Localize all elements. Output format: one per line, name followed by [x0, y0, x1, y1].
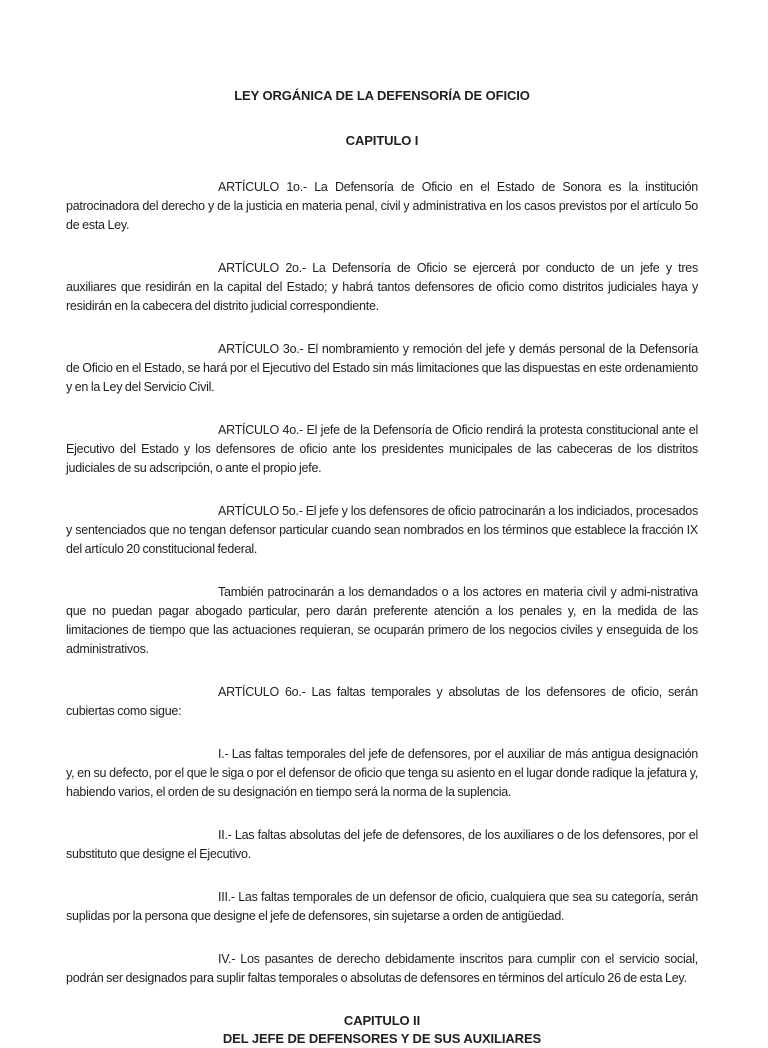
- chapter-2-heading: CAPITULO II: [343, 1013, 421, 1028]
- chapter-2-subheading: DEL JEFE DE DEFENSORES Y DE SUS AUXILIARES: [222, 1031, 542, 1046]
- article-1-paragraph: ARTÍCULO 1o.- La Defensoría de Oficio en el Estado de Sonora es la institución patrocinadora del derecho y de la justicia en materia penal, civil y administrativa en los casos previstos por el artículo 5o de esta Ley.: [66, 180, 698, 232]
- chapter-1-heading: CAPITULO I: [345, 133, 419, 148]
- fraction-ii-paragraph: II.- Las faltas absolutas del jefe de defensores, de los auxiliares o de los defensores, por el substituto que designe el Ejecutivo.: [66, 828, 698, 861]
- fraction-iv-paragraph: IV.- Los pasantes de derecho debidamente inscritos para cumplir con el servicio social, podrán ser designados para suplir faltas temporales o absolutas de defensores en términos del artículo 26 de esta Ley.: [66, 952, 698, 985]
- article-5-paragraph: ARTÍCULO 5o.- El jefe y los defensores de oficio patrocinarán a los indiciados, procesados y sentenciados que no tengan defensor particular cuando sean nombrados en los términos que establece la fracción IX del artículo 20 constitucional federal.: [66, 504, 698, 556]
- article-4-paragraph: ARTÍCULO 4o.- El jefe de la Defensoría de Oficio rendirá la protesta constitucional ante el Ejecutivo del Estado y los defensores de oficio ante los presidentes municipales de las cabeceras de los distritos judiciales de su adscripción, o ante el propio jefe.: [66, 423, 698, 475]
- document-title: LEY ORGÁNICA DE LA DEFENSORÍA DE OFICIO: [234, 88, 530, 103]
- fraction-i-paragraph: I.- Las faltas temporales del jefe de defensores, por el auxiliar de más antigua designación y, en su defecto, por el que le siga o por el defensor de oficio que tenga su asiento en el lugar donde radique la jefatura y, habiendo varios, el orden de su designación en tiempo será la norma de la suplencia.: [66, 747, 698, 799]
- article-3-paragraph: ARTÍCULO 3o.- El nombramiento y remoción del jefe y demás personal de la Defensoría de Oficio en el Estado, se hará por el Ejecutivo del Estado sin más limitaciones que las dispuestas en este ordenamiento y en la Ley del Servicio Civil.: [66, 342, 698, 394]
- article-6-paragraph: ARTÍCULO 6o.- Las faltas temporales y absolutas de los defensores de oficio, serán cubiertas como sigue:: [66, 685, 698, 718]
- article-5-second-paragraph: También patrocinarán a los demandados o a los actores en materia civil y admi-nistrativa que no puedan pagar abogado particular, pero darán preferente atención a los penales y, en la medida de las limitaciones de tiempo que las actuaciones requieran, se ocuparán primero de los negocios civiles y enseguida de los administrativos.: [66, 585, 698, 656]
- chapter-2-heading-block: [66, 1012, 698, 1048]
- article-2-paragraph: ARTÍCULO 2o.- La Defensoría de Oficio se ejercerá por conducto de un jefe y tres auxiliares que residirán en la capital del Estado; y habrá tantos defensores de oficio como distritos judiciales haya y residirán en la cabecera del distrito judicial correspondiente.: [66, 261, 698, 313]
- fraction-iii-paragraph: III.- Las faltas temporales de un defensor de oficio, cualquiera que sea su categoría, serán suplidas por la persona que designe el jefe de defensores, sin sujetarse a orden de antigüedad.: [66, 890, 698, 923]
